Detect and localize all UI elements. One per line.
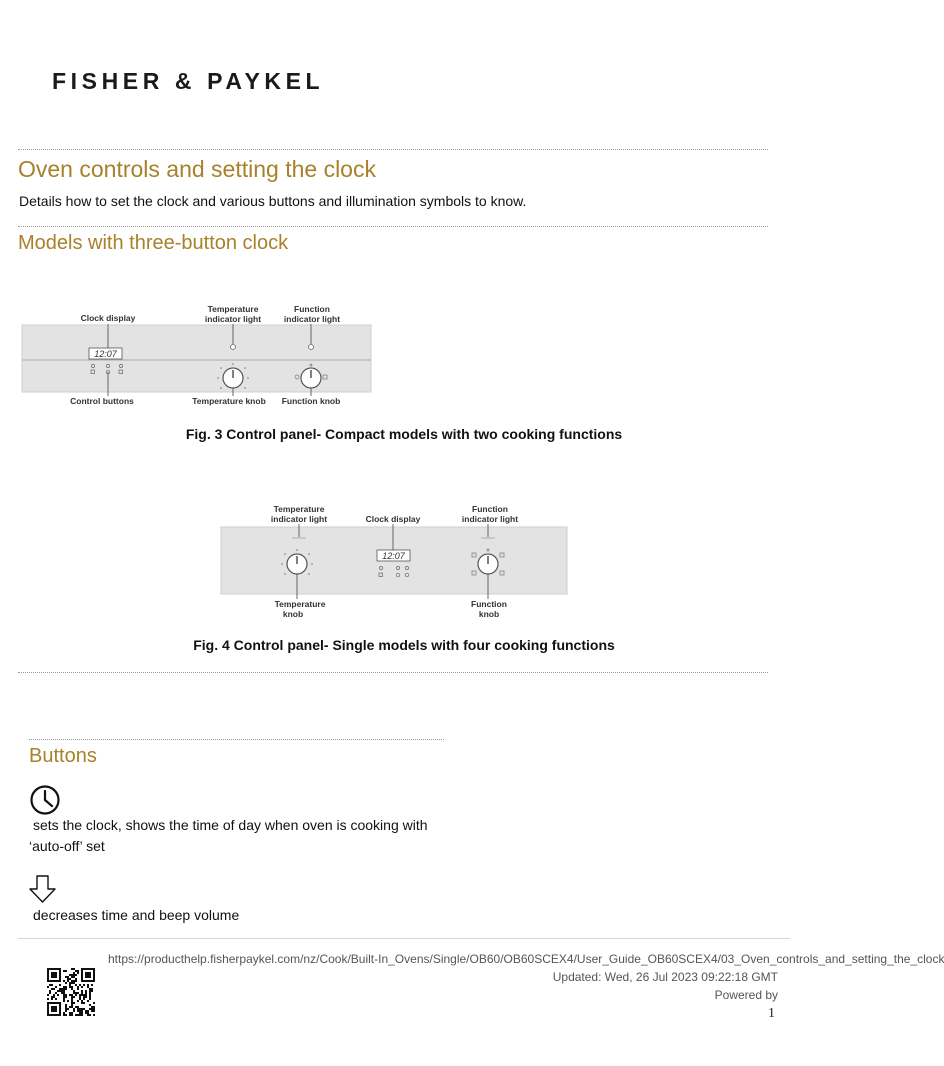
label-clock-display: Clock display	[365, 514, 421, 524]
clock-button-description-line2: ‘auto-off’ set	[29, 838, 105, 854]
svg-text:knob: knob	[282, 609, 304, 619]
svg-text:indicator light: indicator light	[461, 514, 519, 524]
svg-text:knob: knob	[478, 609, 500, 619]
svg-text:indicator light: indicator light	[204, 314, 262, 324]
down-arrow-icon	[29, 874, 59, 904]
svg-text:indicator light: indicator light	[283, 314, 341, 324]
label-temperature-knob: Temperature knob	[192, 396, 266, 406]
buttons-heading: Buttons	[29, 745, 97, 767]
function-indicator-light	[309, 345, 314, 350]
label-temperature-light: Temperature	[207, 304, 259, 314]
label-function-light: Function	[294, 304, 330, 314]
down-button-description: decreases time and beep volume	[33, 907, 240, 923]
intro-text: Details how to set the clock and various buttons and illumination symbols to know.	[19, 193, 527, 209]
section-heading: Models with three-button clock	[18, 232, 289, 254]
clock-display-value: 12:07	[94, 349, 117, 359]
temperature-indicator-light	[231, 345, 236, 350]
label-function-light: Function	[472, 504, 508, 514]
divider	[29, 739, 444, 740]
clock-display-value: 12:07	[382, 551, 405, 561]
footer-powered-by: Powered by	[714, 988, 778, 1002]
brand-logo: FISHER & PAYKEL	[52, 68, 325, 94]
footer-updated: Updated: Wed, 26 Jul 2023 09:22:18 GMT	[552, 970, 778, 984]
label-clock-display: Clock display	[80, 313, 136, 323]
clock-button-description: sets the clock, shows the time of day when oven is cooking with	[33, 817, 428, 833]
figure-4-control-panel	[0, 500, 808, 622]
divider	[18, 149, 768, 150]
label-control-buttons: Control buttons	[70, 396, 134, 406]
footer-url[interactable]: https://producthelp.fisherpaykel.com/nz/Cook/Built-In_Ovens/Single/OB60/OB60SCEX4/User_Guide_OB60SCEX4/03_Oven_controls_and_setting_the_clock	[108, 952, 944, 966]
clock-icon	[29, 784, 63, 818]
page-title: Oven controls and setting the clock	[18, 156, 376, 182]
page-number: 1	[768, 1006, 775, 1021]
label-function-knob: Function	[471, 599, 507, 609]
label-temperature-knob: Temperature	[274, 599, 326, 609]
svg-text:indicator light: indicator light	[270, 514, 328, 524]
figure-3-control-panel	[0, 296, 808, 411]
divider	[18, 672, 768, 673]
figure-3-caption: Fig. 3 Control panel- Compact models with two cooking functions	[185, 426, 623, 442]
label-function-knob: Function knob	[281, 396, 341, 406]
divider	[18, 226, 768, 227]
figure-4-caption: Fig. 4 Control panel- Single models with four cooking functions	[193, 637, 615, 653]
footer-divider	[18, 938, 790, 939]
qr-code[interactable]	[47, 968, 95, 1016]
label-temperature-light: Temperature	[273, 504, 325, 514]
